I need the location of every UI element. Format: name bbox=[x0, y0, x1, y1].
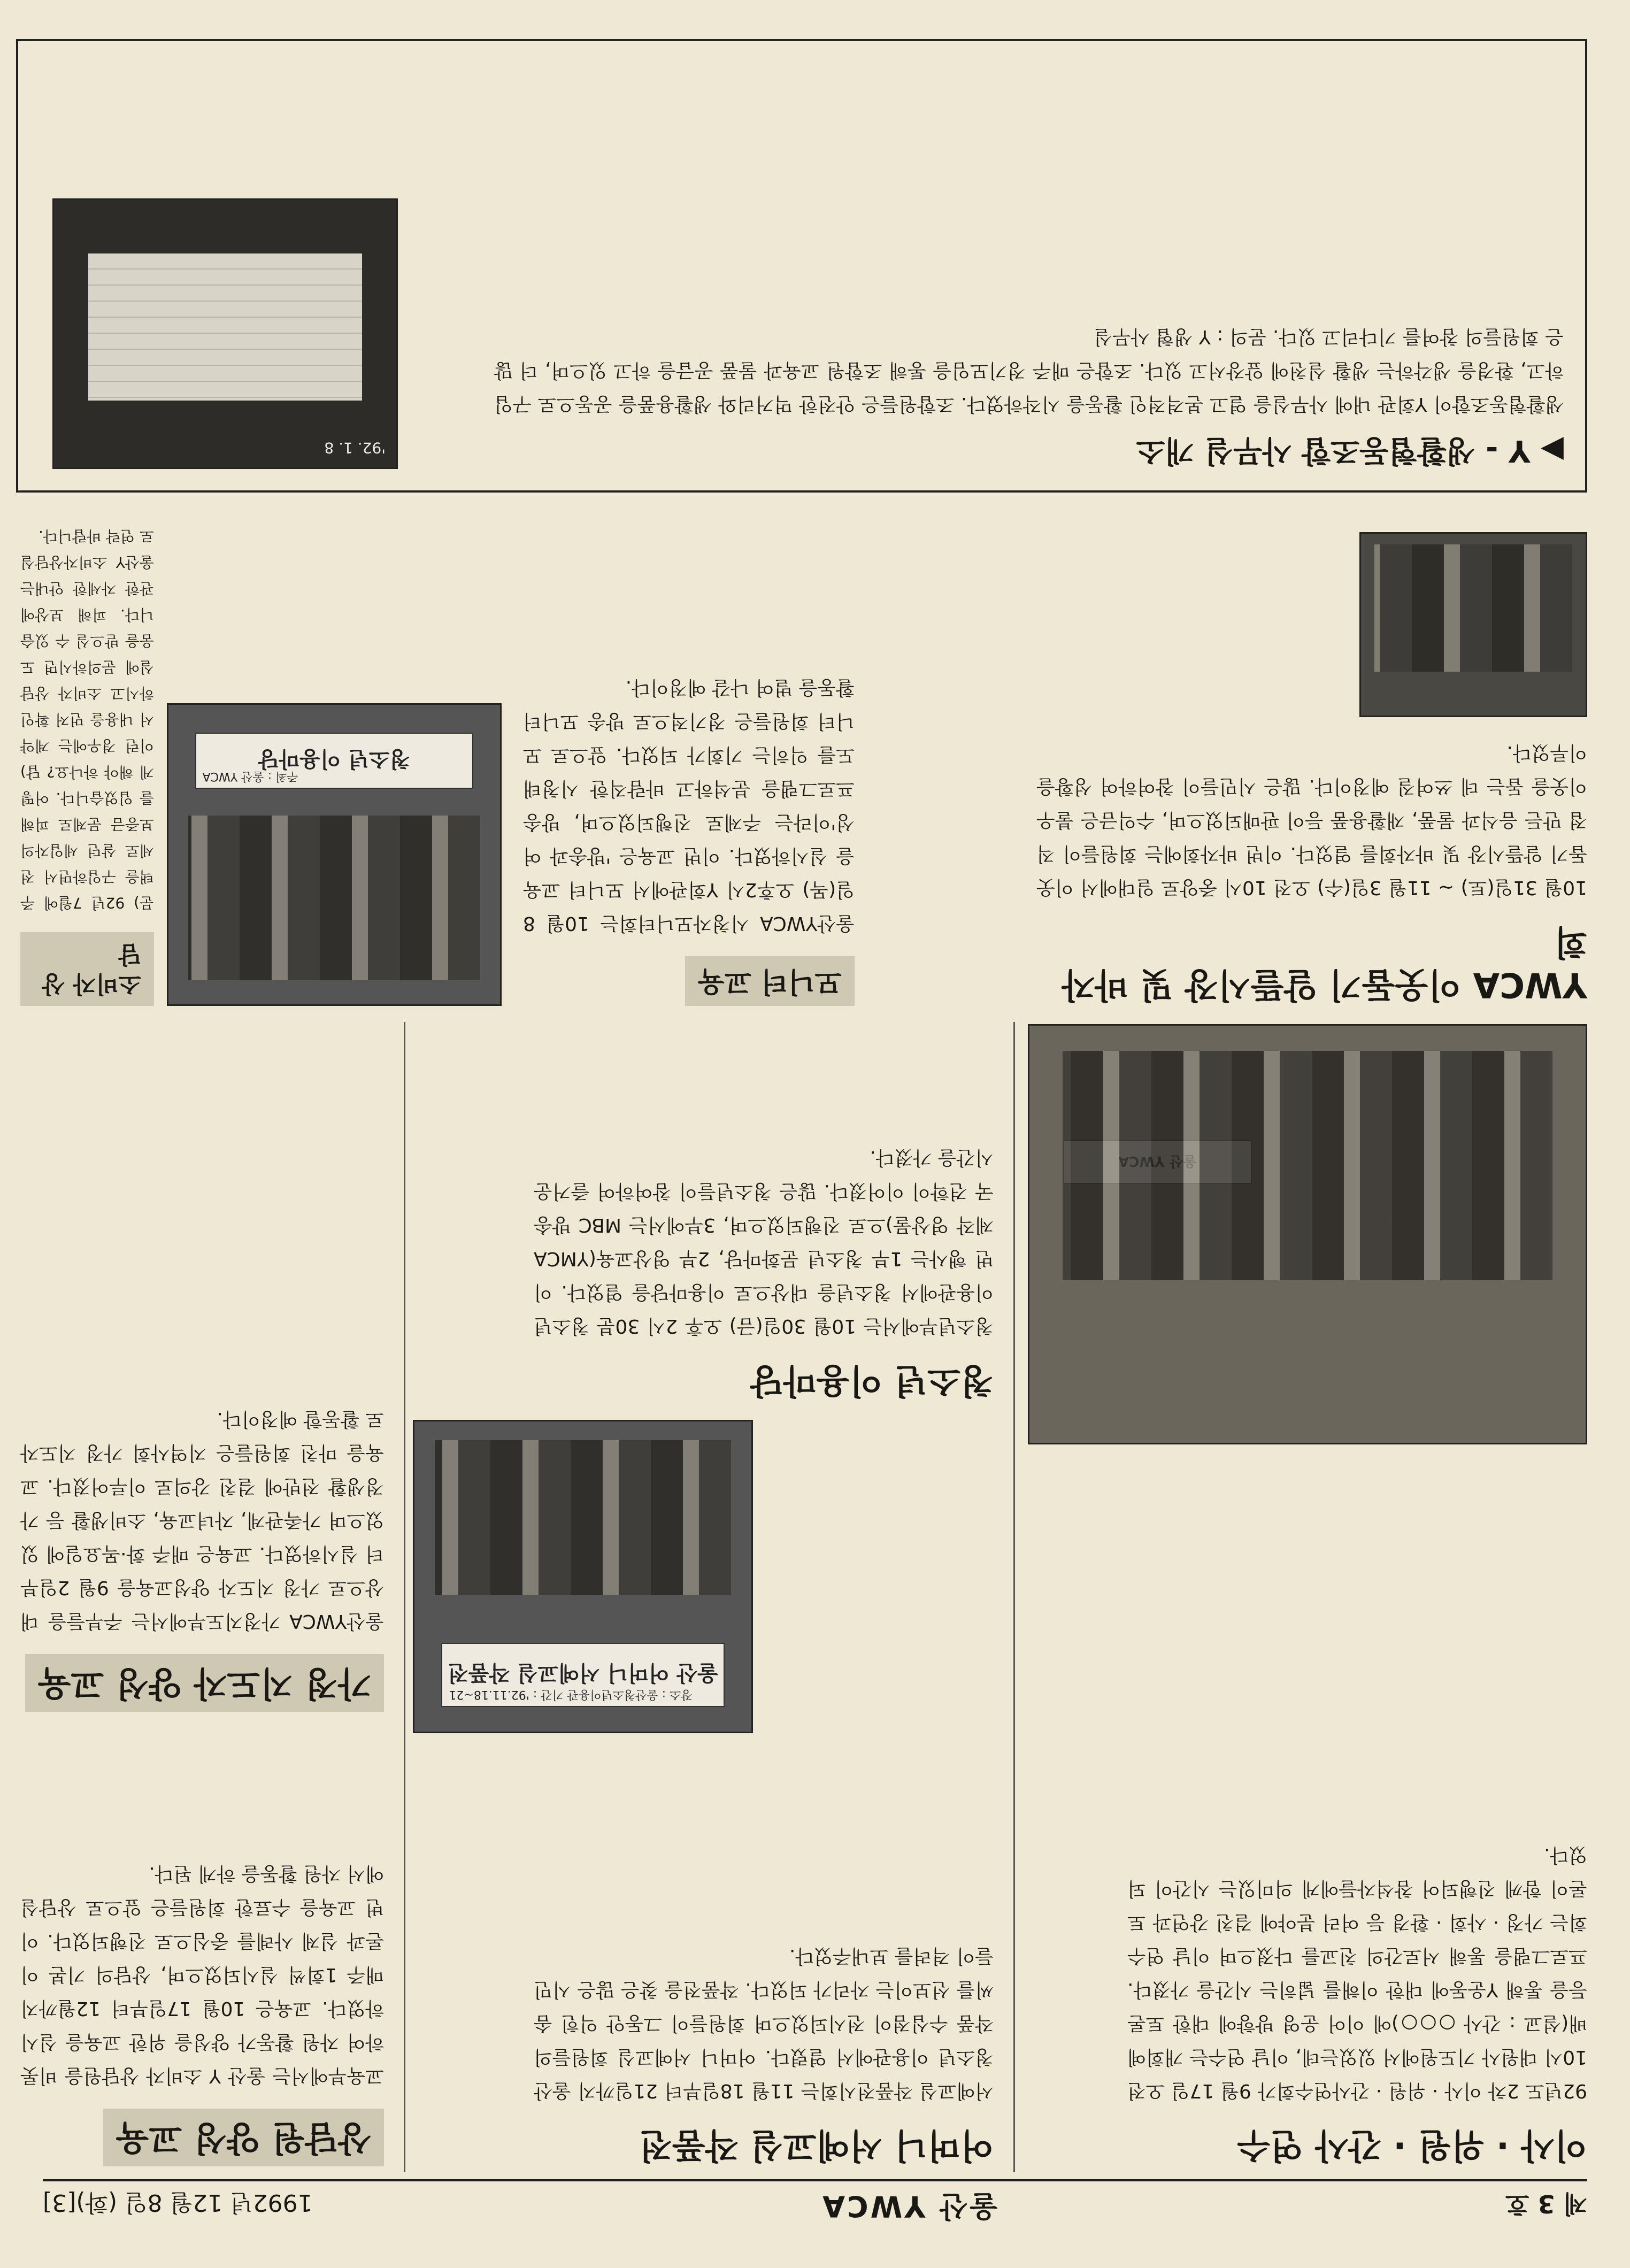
article-body: 울산YWCA 시청자모니터회는 10월 8일(목) 오후2시 Y회관에서 모니터 교육을 실시하였다. 이번 교육은 '방송과 여성'이라는 주제로 진행되었으며, 방송 프로그램을 분석하고 바람직한 시청태도를 익히는 기회가 되었다. 앞으로 모니터 회원들은 정기적으로 방송 모니터 활동을 벌여 나갈 예정이다. bbox=[523, 676, 855, 934]
banner-subtext: 주최 : 울산 YWCA bbox=[202, 769, 298, 783]
article-outing bbox=[1127, 1493, 1587, 2166]
article-coop-frame bbox=[16, 39, 1587, 493]
article-title bbox=[494, 432, 1564, 474]
photo-youth bbox=[167, 703, 502, 1006]
article-consumer bbox=[20, 525, 154, 1006]
people-figures bbox=[435, 1440, 731, 1595]
article-body: 교육부에서는 울산 Y 소비자 상담원을 비롯하여 자원 활동가 양성을 위한 교육을 실시하였다. 교육은 10월 17일부터 12월까지 매주 1회씩 실시되었으며, 상담의 기본 이론과 실제 사례를 중심으로 진행되었다. 이번 교육을 수료한 회원들은 앞으로 상담실에서 자원 활동을 하게 된다. bbox=[20, 1863, 384, 2087]
article-exhibit bbox=[534, 1749, 994, 2166]
photo-exhibit bbox=[413, 1420, 753, 1733]
article-counsel bbox=[20, 1739, 384, 2166]
article-youthhall bbox=[534, 1027, 994, 1402]
column-divider bbox=[1013, 1022, 1015, 2172]
banner-subtext: 장소 : 울산청소년이용관 기간 : '92.11.18~21 bbox=[449, 1687, 693, 1701]
column-divider bbox=[404, 1022, 405, 2172]
photo-bazaar bbox=[1359, 532, 1587, 717]
arrow-icon: ▶ bbox=[1530, 433, 1564, 468]
issue-date: 1992년 12월 8일 (화)[3] bbox=[43, 2189, 313, 2216]
article-monitor bbox=[523, 535, 855, 1006]
photo-banner bbox=[195, 733, 474, 789]
people-figures bbox=[188, 816, 480, 980]
article-body: 서예교실 작품전시회는 11월 18일부터 21일까지 울산청소년 이용관에서 열렸다. 어머니 서예교실 회원들의 작품 수십점이 전시되었으며 회원들이 그동안 익힌 솜씨를 선보이는 자리가 되었다. 작품전을 찾은 많은 시민들이 격려를 보내주었다. bbox=[534, 1945, 994, 2102]
photo-coop bbox=[52, 198, 398, 469]
article-title: 소비자 상담 bbox=[20, 932, 154, 1006]
article-body: 92년도 2차 이사 · 위원 · 간사연수회가 9월 17일 오전10시 대원사 기도원에서 있었는데, 이날 연수는 개회예배(설교 : 간사 ○○○)에 이어 운영 방향에 대한 토론 등을 통해 Y운동에 대한 이해를 넓히는 시간을 가졌다. 프로그램을 통해 서로간의 친교를 다졌으며 이날 연수회는 가정 · 사회 · 환경 등 여러 분야에 걸친 강연과 토론이 함께 진행되어 참석자들에게 의미있는 시간이 되었다. bbox=[1127, 1844, 1587, 2102]
article-body: 생활협동조합이 Y회관 내에 사무실을 열고 본격적인 활동을 시작하였다. 조합원들은 안전한 먹거리와 생활용품을 공동으로 구입하고, 환경을 생각하는 생활 실천에 앞장서고 있다. 조합은 매주 정기모임을 통해 조합원 교육과 물품 공급을 하고 있으며, 더 많은 회원들의 참여를 기다리고 있다. 문의 : Y 생협 사무실 bbox=[494, 326, 1564, 415]
banner-text: 청소년 이용마당 bbox=[258, 746, 411, 771]
article-title: 어머니 서예교실 작품전 bbox=[639, 2125, 994, 2165]
article-body: 청소년부에서는 10월 30일(금) 오후 2시 30분 청소년이용관에서 청소년을 대상으로 이용마당을 열었다. 이번 행사는 1부 청소년 문화마당, 2부 영상교육(YMCA 제작 영상물)으로 진행되었으며, 3부에서는 MBC 방송국 견학이 이어졌다. 많은 청소년들이 참여하여 즐거운 시간을 가졌다. bbox=[534, 1147, 994, 1337]
article-body: 10월 31일(토) ~ 11월 3일(수) 오전 10시 중앙로 일대에서 이웃돕기 알뜰시장 및 바자회를 열었다. 이번 바자회에는 회원들이 직접 만든 음식과 물품, 재활용품 등이 판매되었으며, 수익금은 불우이웃을 돕는 데 쓰여질 예정이다. 많은 시민들이 참여하여 성황을 이루었다. bbox=[1036, 742, 1587, 898]
article-title: YWCA 이웃돕기 알뜰시장 및 바자회 bbox=[1062, 922, 1587, 1004]
article-title: 이사 · 위원 · 간사 연수 bbox=[1237, 2125, 1587, 2165]
article-title: 가정 지도자 양성 교육 bbox=[25, 1654, 384, 1712]
group-figures bbox=[1063, 1051, 1552, 1280]
market-scene bbox=[1374, 544, 1572, 672]
photo-banner bbox=[441, 1643, 724, 1707]
article-title: 청소년 이용마당 bbox=[750, 1360, 994, 1400]
article-title: 모니터 교육 bbox=[685, 956, 855, 1006]
paper-name: 울산 YWCA bbox=[820, 2189, 998, 2223]
photo-date-stamp: '92. 1. 8 bbox=[324, 439, 386, 457]
masthead bbox=[43, 2179, 1587, 2236]
article-coop bbox=[494, 320, 1564, 474]
article-title: 상담원 양성 교육 bbox=[103, 2109, 384, 2166]
photo-outing bbox=[1028, 1024, 1587, 1444]
coop-title-text: Y - 생활협동조합 사무실 개소 bbox=[1136, 433, 1531, 468]
banner-text: 울산 어머니 서예교실 작품전 bbox=[448, 1660, 718, 1686]
article-bazaar bbox=[1036, 728, 1587, 1006]
article-body: 울산YWCA 가정지도부에서는 주부들을 대상으로 가정 지도자 양성교육을 9월 2일부터 실시하였다. 교육은 매주 화·목요일에 있었으며 가족관계, 자녀교육, 소비생활 등 가정생활 전반에 걸친 강의로 이루어졌다. 교육을 마친 회원들은 지역사회 가정 지도자로 활동할 예정이다. bbox=[20, 1408, 384, 1632]
screen-area bbox=[88, 253, 362, 401]
article-body: 문) 92년 7월에 주택을 구입하면서 전세로 살던 세입자의 보증금 문제로 피해를 입었습니다. 어떻게 해야 하나요? 답) 이런 경우에는 계약서 내용을 먼저 확인하시고 소비자 상담실에 문의하시면 도움을 받으실 수 있습니다. 피해 보상에 관한 자세한 안내는 울산Y 소비자상담실로 연락 바랍니다. bbox=[20, 527, 154, 912]
issue-number: 제 3 호 bbox=[1505, 2189, 1587, 2218]
article-homemaker bbox=[20, 1038, 384, 1712]
